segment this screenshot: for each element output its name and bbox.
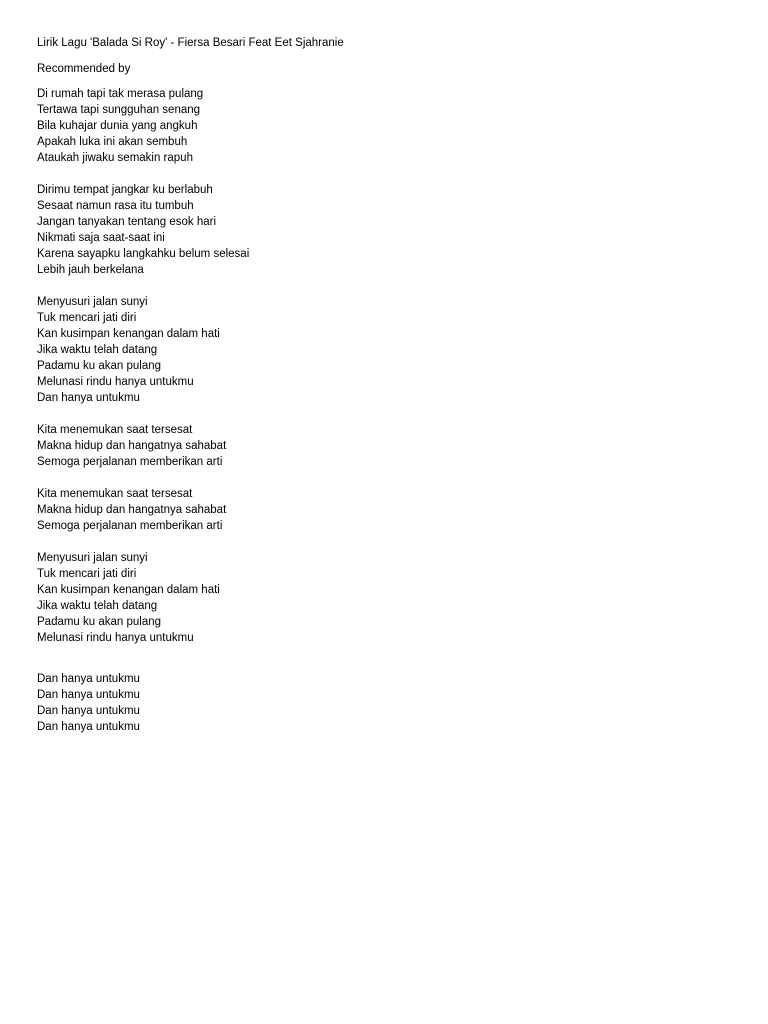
recommended-by-label: Recommended by <box>37 63 131 75</box>
document-title: Lirik Lagu 'Balada Si Roy' - Fiersa Besari Feat Eet Sjahranie <box>37 37 344 49</box>
lyric-line: Dan hanya untukmu <box>37 392 140 404</box>
lyric-line: Dan hanya untukmu <box>37 673 140 685</box>
lyric-line: Karena sayapku langkahku belum selesai <box>37 248 250 260</box>
lyric-line: Bila kuhajar dunia yang angkuh <box>37 120 198 132</box>
stanza-3 <box>37 294 737 406</box>
stanza-6 <box>37 550 737 646</box>
stanza-2 <box>37 182 737 278</box>
lyrics-content <box>37 35 737 751</box>
lyric-line: Lebih jauh berkelana <box>37 264 144 276</box>
stanza-1 <box>37 86 737 166</box>
lyric-line: Semoga perjalanan memberikan arti <box>37 520 223 532</box>
lyric-line: Apakah luka ini akan sembuh <box>37 136 188 148</box>
stanza-4 <box>37 422 737 470</box>
lyric-line: Jangan tanyakan tentang esok hari <box>37 216 217 228</box>
lyric-line: Dan hanya untukmu <box>37 721 140 733</box>
lyric-line: Nikmati saja saat-saat ini <box>37 232 165 244</box>
lyric-line: Jika waktu telah datang <box>37 344 158 356</box>
lyric-line: Melunasi rindu hanya untukmu <box>37 376 194 388</box>
lyric-line: Kita menemukan saat tersesat <box>37 488 193 500</box>
lyric-line: Kan kusimpan kenangan dalam hati <box>37 584 220 596</box>
lyric-line: Ataukah jiwaku semakin rapuh <box>37 152 193 164</box>
lyric-line: Semoga perjalanan memberikan arti <box>37 456 223 468</box>
lyric-line: Padamu ku akan pulang <box>37 616 162 628</box>
lyric-line: Tuk mencari jati diri <box>37 568 137 580</box>
lyric-line: Jika waktu telah datang <box>37 600 158 612</box>
lyric-line: Dan hanya untukmu <box>37 705 140 717</box>
lyric-line: Menyusuri jalan sunyi <box>37 552 148 564</box>
lyric-line: Tuk mencari jati diri <box>37 312 137 324</box>
lyric-line: Dan hanya untukmu <box>37 689 140 701</box>
lyric-line: Tertawa tapi sungguhan senang <box>37 104 201 116</box>
stanza-5 <box>37 486 737 534</box>
lyric-line: Kita menemukan saat tersesat <box>37 424 193 436</box>
lyric-line: Dirimu tempat jangkar ku berlabuh <box>37 184 213 196</box>
lyric-line: Makna hidup dan hangatnya sahabat <box>37 504 227 516</box>
lyric-line: Melunasi rindu hanya untukmu <box>37 632 194 644</box>
lyric-line: Kan kusimpan kenangan dalam hati <box>37 328 220 340</box>
lyric-line: Makna hidup dan hangatnya sahabat <box>37 440 227 452</box>
stanza-7 <box>37 671 737 735</box>
lyric-line: Menyusuri jalan sunyi <box>37 296 148 308</box>
lyric-line: Di rumah tapi tak merasa pulang <box>37 88 204 100</box>
lyric-line: Sesaat namun rasa itu tumbuh <box>37 200 194 212</box>
lyric-line: Padamu ku akan pulang <box>37 360 162 372</box>
